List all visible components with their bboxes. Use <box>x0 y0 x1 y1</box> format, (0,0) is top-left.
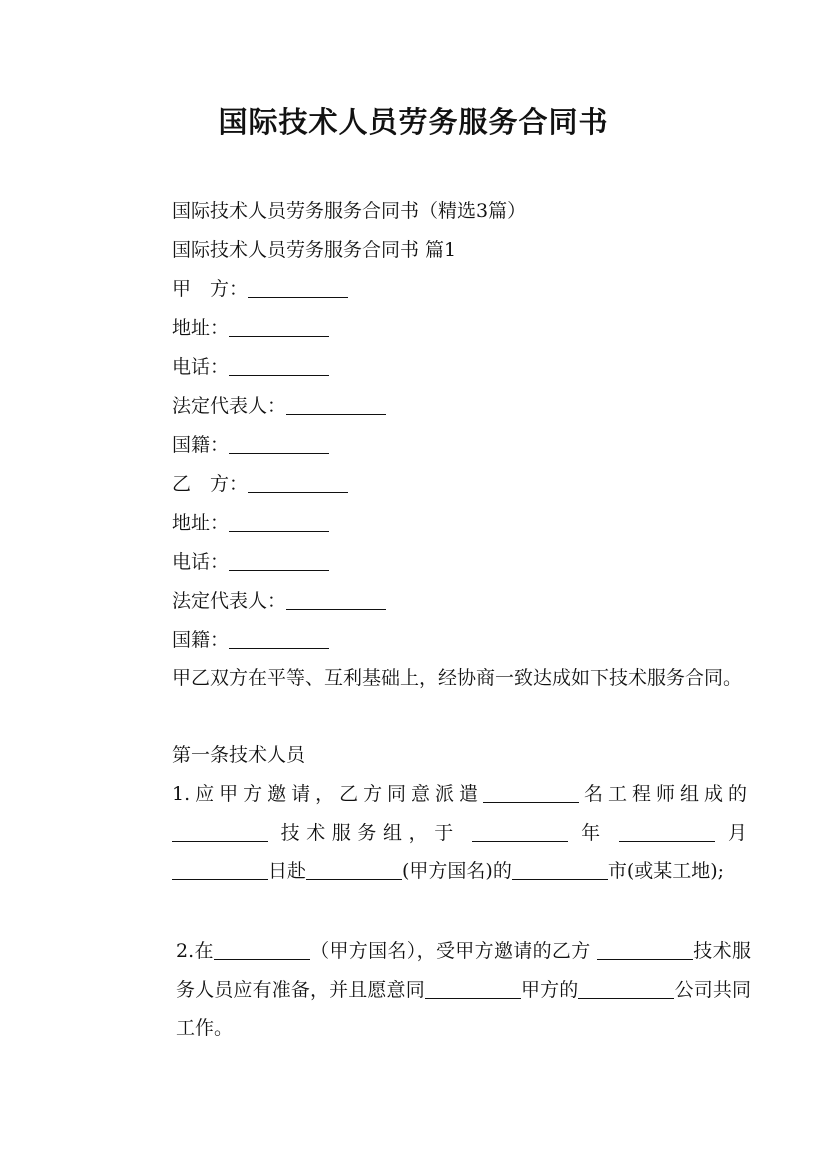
clause2-blank-1 <box>214 939 310 960</box>
clause1-text-6: 日赴 <box>268 860 307 882</box>
party-a-blank <box>248 277 348 298</box>
article1-heading: 第一条技术人员 <box>172 744 306 766</box>
document-title: 国际技术人员劳务服务合同书 <box>218 105 609 139</box>
party-b-phone-blank <box>229 550 329 571</box>
party-a-phone-line <box>172 352 329 382</box>
clause2-text-2: （甲方国名），受甲方邀请的乙方 <box>309 940 591 962</box>
party-a-rep-blank <box>286 394 386 415</box>
clause1-text-5: 月 <box>727 821 747 844</box>
clause2-text-3: 技术服务人员应有准备，并且愿意同 <box>176 940 751 1001</box>
clause2-text-5: 公司共同工作。 <box>176 978 751 1039</box>
intro-paragraph: 甲乙双方在平等、互利基础上，经协商一致达成如下技术服务合同。 <box>172 667 743 689</box>
party-b-address-label: 地址： <box>172 512 230 534</box>
clause2-blank-3 <box>425 978 521 999</box>
clause1-text-8: 市(或某工地); <box>607 860 725 882</box>
clause2-paragraph <box>126 932 751 1048</box>
party-a-rep-line <box>172 391 386 421</box>
party-b-nationality-blank <box>229 628 329 649</box>
clause1-text-2: 名工程师组成的 <box>579 783 747 805</box>
clause1-text-3: 技术服务组，于 <box>280 821 460 844</box>
party-b-nationality-label: 国籍： <box>172 629 230 651</box>
party-a-rep-label: 法定代表人： <box>172 395 287 417</box>
party-b-address-line <box>172 508 329 538</box>
party-b-line <box>172 469 348 499</box>
clause1-blank-6 <box>306 859 402 880</box>
clause1-blank-2 <box>172 821 268 842</box>
clause1-text-4: 年 <box>581 821 607 844</box>
party-a-nationality-blank <box>229 433 329 454</box>
party-a-nationality-line <box>172 430 329 460</box>
party-b-rep-line <box>172 586 386 616</box>
party-b-nationality-line <box>172 625 329 655</box>
party-b-phone-label: 电话： <box>172 551 230 573</box>
party-a-label: 甲 方： <box>172 278 249 300</box>
clause2-text-4: 甲方的 <box>520 978 579 1001</box>
clause1-text-7: (甲方国名)的 <box>402 860 512 882</box>
clause1-text-1: 1.应甲方邀请，乙方同意派遣 <box>172 783 484 805</box>
party-a-line <box>172 274 348 304</box>
clause1-blank-4 <box>619 821 715 842</box>
clause1-paragraph <box>126 775 747 891</box>
clause2-text-1: 2.在 <box>176 940 214 962</box>
clause1-blank-3 <box>472 821 568 842</box>
party-b-rep-label: 法定代表人： <box>172 590 287 612</box>
party-a-address-label: 地址： <box>172 317 230 339</box>
party-b-address-blank <box>229 511 329 532</box>
clause2-blank-2 <box>597 939 693 960</box>
party-b-phone-line <box>172 547 329 577</box>
party-a-phone-label: 电话： <box>172 356 230 378</box>
clause1-blank-7 <box>512 859 608 880</box>
section-heading: 国际技术人员劳务服务合同书 篇1 <box>172 239 457 261</box>
party-a-address-line <box>172 313 329 343</box>
clause2-blank-4 <box>578 978 674 999</box>
clause1-blank-5 <box>172 859 268 880</box>
party-b-label: 乙 方： <box>172 473 249 495</box>
party-a-nationality-label: 国籍： <box>172 434 230 456</box>
party-b-rep-blank <box>286 589 386 610</box>
party-b-blank <box>248 472 348 493</box>
document-subtitle: 国际技术人员劳务服务合同书（精选3篇） <box>172 200 527 222</box>
clause1-blank-1 <box>483 782 579 803</box>
party-a-address-blank <box>229 316 329 337</box>
party-a-phone-blank <box>229 355 329 376</box>
